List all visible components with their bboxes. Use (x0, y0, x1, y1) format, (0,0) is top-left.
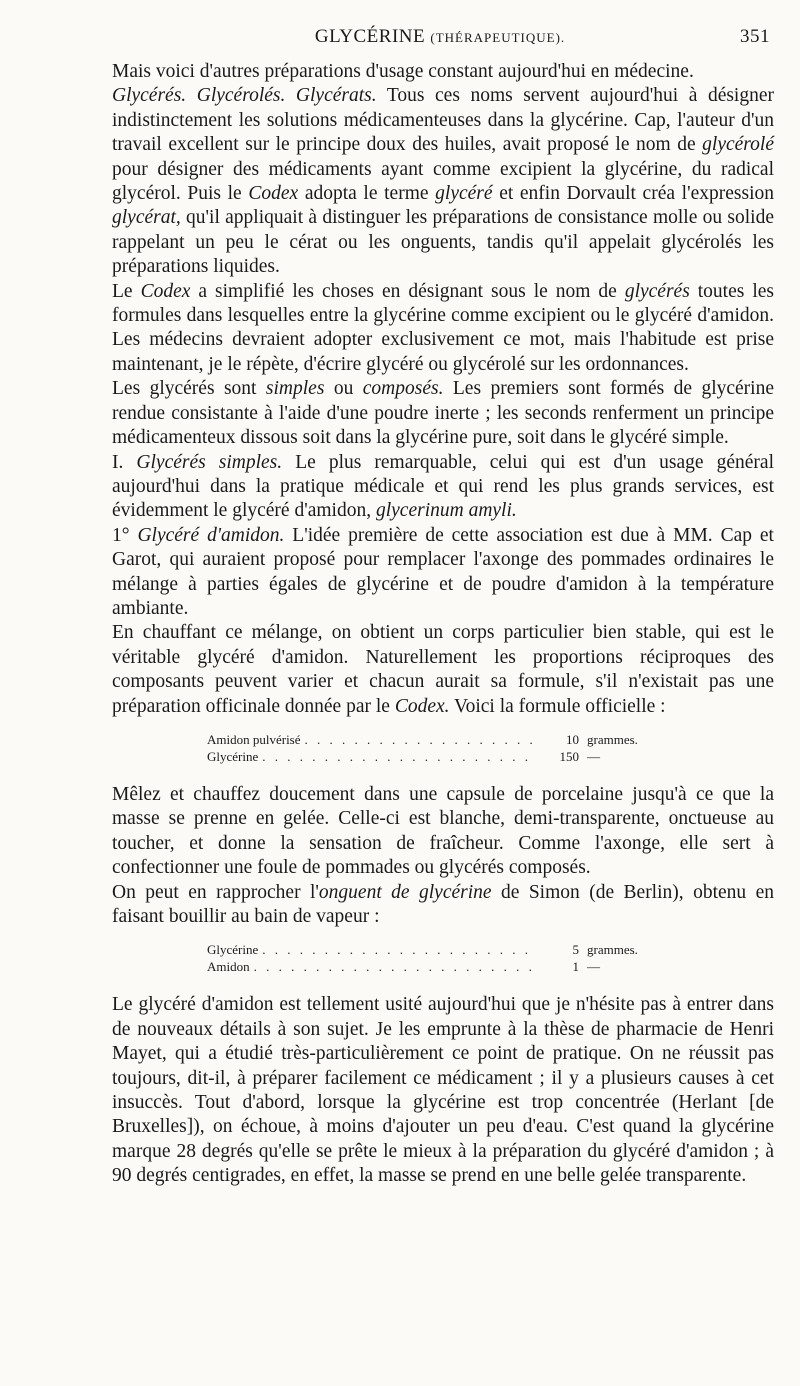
formula-row (207, 941, 677, 958)
leader-dots (254, 958, 537, 975)
ingredient-name: Glycérine (207, 748, 259, 764)
paragraph-1: Mais voici d'autres préparations d'usage constant aujourd'hui en médecine. (112, 61, 694, 82)
ingredient-quantity: 1 (572, 959, 579, 975)
paragraph-8: Mêlez et chauffez doucement dans une capsule de porcelaine jusqu'à ce que la masse se prenne en gelée. Celle-ci est blanche, demi-transparente, onctueuse au toucher, et donne la sensation de fraîcheur. Comme l'axonge, elle sert à confectionner une foule de pommades ou glycérés composés. (112, 783, 774, 879)
paragraph-9: On peut en rapprocher l'onguent de glycérine de Simon (de Berlin), obtenu en faisant bouillir au bain de vapeur : (112, 881, 774, 927)
ingredient-unit: grammes. (587, 731, 638, 747)
formula-row (207, 748, 677, 765)
header-title-main: GLYCÉRINE (314, 26, 426, 47)
ingredient-name: Amidon pulvérisé (207, 731, 301, 747)
ingredient-unit: — (587, 748, 600, 764)
ingredient-unit: grammes. (587, 942, 638, 958)
ingredient-quantity: 10 (566, 731, 579, 747)
paragraph-7: En chauffant ce mélange, on obtient un corps particulier bien stable, qui est le véritable glycéré d'amidon. Naturellement les proportions réciproques des composants peuvent varier et chacun aurait sa formule, s'il n'existait pas une préparation officinale donnée par le Codex. Voici la formule officielle : (112, 622, 774, 717)
formula-table-2 (207, 941, 677, 975)
header-title-sub: (THÉRAPEUTIQUE). (430, 30, 566, 45)
header-title (110, 26, 770, 48)
page-number: 351 (740, 26, 770, 47)
leader-dots (305, 731, 537, 748)
running-header (110, 26, 770, 48)
ingredient-unit: — (587, 959, 600, 975)
formula-table-1 (207, 731, 677, 765)
ingredient-name: Glycérine (207, 942, 259, 958)
paragraph-10: Le glycéré d'amidon est tellement usité aujourd'hui que je n'hésite pas à entrer dans de nouveaux détails à son sujet. Je les emprunte à la thèse de pharmacie de Henri Mayet, qui a étudié très-particulièrement ce point de pratique. On ne réussit pas toujours, dit-il, à préparer facilement ce médicament ; il y a plusieurs causes à cet insuccès. Tout d'abord, lorsque la glycérine est trop concentrée (Herlant [de Bruxelles]), on échoue, à moins d'ajouter un peu d'eau. C'est quand la glycérine marque 28 degrés qu'elle se prête le mieux à la préparation du glycéré d'amidon ; à 90 degrés centigrades, en effet, la masse se prend en une belle gelée transparente. (112, 994, 774, 1187)
paragraph-6: 1° Glycéré d'amidon. L'idée première de cette association est due à MM. Cap et Garot, qui auraient proposé pour remplacer l'axonge des pommades ordinaires le mélange à parties égales de glycérine et de poudre d'amidon à la température ambiante. (112, 524, 774, 619)
ingredient-name: Amidon (207, 959, 250, 975)
leader-dots (262, 941, 537, 958)
paragraph-5: I. Glycérés simples. Le plus remarquable, celui qui est d'un usage général aujourd'hui dans la pratique médicale et qui rend les plus grands services, est évidemment le glycéré d'amidon, glycerinum amyli. (112, 451, 774, 522)
formula-row (207, 731, 677, 748)
leader-dots (262, 748, 537, 765)
ingredient-quantity: 150 (559, 748, 579, 764)
paragraph-4: Les glycérés sont simples ou composés. Les premiers sont formés de glycérine rendue consistante à l'aide d'une poudre inerte ; les seconds renferment un principe médicamenteux dissous soit dans la glycérine pure, soit dans le glycéré simple. (112, 378, 774, 449)
page-body (112, 60, 774, 1189)
formula-row (207, 958, 677, 975)
ingredient-quantity: 5 (572, 942, 579, 958)
paragraph-3: Le Codex a simplifié les choses en désignant sous le nom de glycérés toutes les formules dans lesquelles entre la glycérine comme excipient ou le glycéré d'amidon. Les médecins devraient adopter exclusivement ce mot, mais l'habitude est prise maintenant, je le répète, d'écrire glycéré ou glycérolé sur les ordonnances. (112, 280, 774, 375)
paragraph-2: Glycérés. Glycérolés. Glycérats. Tous ces noms servent aujourd'hui à désigner indistinctement les solutions médicamenteuses dans la glycérine. Cap, l'auteur d'un travail excellent sur le principe doux des huiles, avait proposé le nom de glycérolé pour désigner des médicaments ayant comme excipient la glycérine, du radical glycérol. Puis le Codex adopta le terme glycéré et enfin Dorvault créa l'expression glycérat, qu'il appliquait à distinguer les préparations de consistance molle ou solide rappelant un peu le cérat ou les onguents, tandis qu'il appelait glycérolés les préparations liquides. (112, 85, 774, 278)
